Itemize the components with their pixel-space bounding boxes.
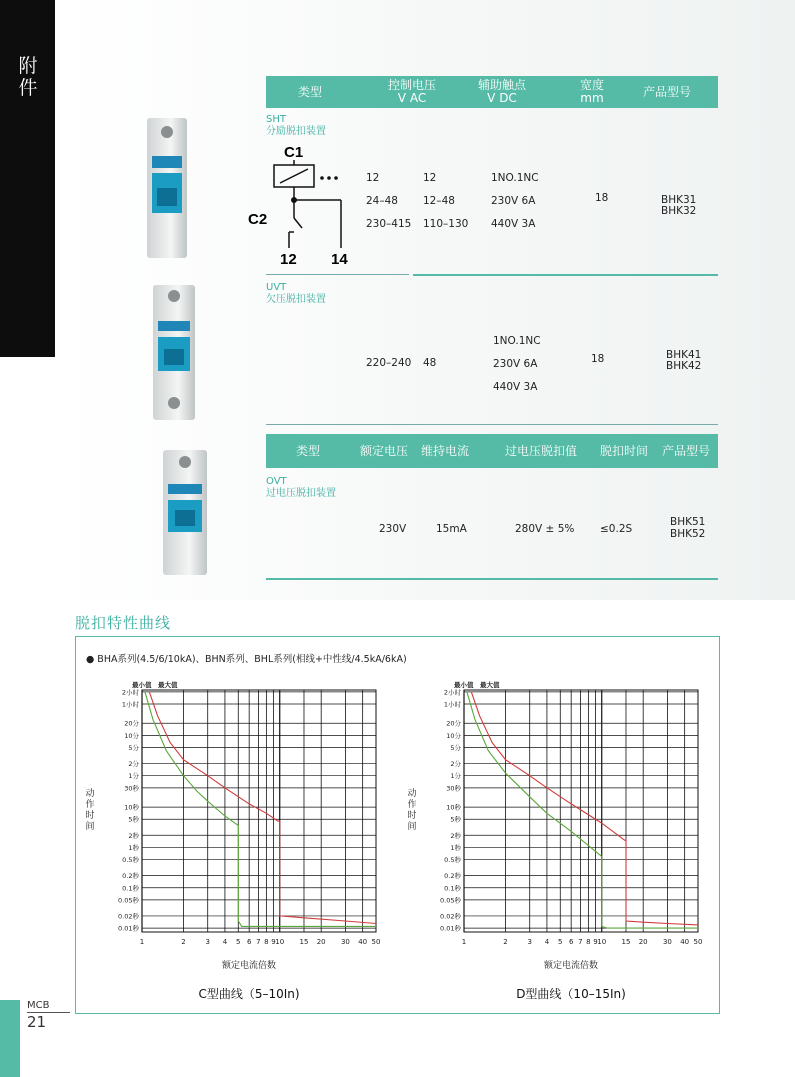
side-tab-char-1: 附: [18, 55, 38, 77]
uvt-code: UVT: [266, 282, 287, 293]
y-tick-label: 2分: [128, 760, 139, 769]
x-tick-label: 3: [205, 938, 210, 946]
y-tick-label: 0.02秒: [118, 912, 139, 921]
sht-name: 分励脱扣装置: [266, 126, 326, 137]
y-tick-label: 10秒: [124, 803, 139, 812]
sht-code: SHT: [266, 114, 286, 125]
header-aux-contact-label: 辅助触点: [477, 78, 526, 92]
x-tick-label: 7: [578, 938, 583, 946]
y-axis-label-char: 间: [407, 822, 417, 832]
y-tick-label: 5分: [450, 744, 461, 753]
x-tick-label: 4: [544, 938, 550, 946]
header2-type: 类型: [295, 443, 320, 458]
chart-title: D型曲线（10–15In): [516, 987, 626, 1001]
plot-area: [464, 690, 698, 932]
y-tick-label: 1小时: [121, 700, 139, 709]
x-tick-label: 10: [597, 938, 607, 946]
y-axis-label-char: 作: [85, 800, 95, 810]
y-axis-label-char: 作: [407, 800, 417, 810]
y-tick-label: 0.05秒: [440, 896, 461, 905]
header-ctrl-voltage-unit: V AC: [397, 91, 427, 105]
header-aux-contact: [458, 76, 546, 108]
y-tick-label: 30秒: [446, 784, 461, 793]
x-tick-label: 40: [680, 938, 690, 946]
diagram-c2-label: C2: [248, 211, 268, 228]
legend-min: 最小值: [132, 681, 152, 689]
y-tick-label: 20分: [446, 719, 461, 728]
sht-ac-3: 230–415: [366, 218, 412, 230]
table1-header: [266, 76, 718, 108]
y-tick-label: 5分: [128, 744, 139, 753]
diagram-terminal-14: 14: [331, 251, 348, 268]
y-tick-label: 10秒: [446, 803, 461, 812]
y-tick-label: 0.01秒: [440, 924, 461, 933]
x-tick-label: 2: [503, 938, 508, 946]
y-tick-label: 2分: [450, 760, 461, 769]
header-width: [564, 76, 620, 108]
header2-trip-time: 脱扣时间: [599, 443, 648, 458]
y-tick-label: 2小时: [443, 688, 461, 697]
y-tick-label: 0.1秒: [122, 884, 139, 893]
x-tick-label: 9: [593, 938, 598, 946]
sht-dc-2: 12–48: [423, 195, 455, 207]
x-tick-label: 2: [181, 938, 186, 946]
sht-contact-3: 440V 3A: [491, 218, 536, 230]
x-tick-label: 15: [299, 938, 309, 946]
d-curve-chart: [402, 678, 712, 1008]
x-tick-label: 10: [275, 938, 285, 946]
sht-model-2: BHK32: [661, 205, 697, 217]
y-tick-label: 1小时: [443, 700, 461, 709]
header-width-label: 宽度: [579, 78, 604, 92]
y-tick-label: 10分: [446, 731, 461, 740]
y-tick-label: 0.5秒: [122, 856, 139, 865]
x-tick-label: 5: [236, 938, 241, 946]
uvt-width: 18: [591, 353, 605, 365]
divider-ovt: [266, 578, 718, 580]
y-tick-label: 0.2秒: [122, 872, 139, 881]
y-tick-label: 1秒: [128, 843, 139, 852]
ovt-model-2: BHK52: [670, 528, 706, 540]
x-tick-label: 1: [461, 938, 467, 946]
sht-wiring-diagram: [246, 140, 361, 270]
side-tab-char-2: 件: [18, 77, 38, 99]
plot-area: [142, 690, 376, 932]
x-tick-label: 8: [586, 938, 591, 946]
sht-ac-2: 24–48: [366, 195, 398, 207]
diagram-c1-label: C1: [284, 144, 304, 161]
uvt-contact-1: 1NO.1NC: [493, 335, 541, 347]
uvt-dc: 48: [423, 357, 437, 369]
ovt-trip-time: ≤0.2S: [600, 523, 633, 535]
sht-contact-2: 230V 6A: [491, 195, 536, 207]
ovt-name: 过电压脱扣装置: [266, 488, 336, 499]
y-tick-label: 20分: [124, 719, 139, 728]
header-ctrl-voltage: [366, 76, 458, 108]
divider-uvt: [266, 424, 718, 425]
header2-hold-current: 维持电流: [420, 443, 469, 458]
section-side-tab: [0, 0, 55, 357]
y-tick-label: 5秒: [128, 815, 139, 824]
y-axis-label-char: 时: [85, 811, 95, 821]
x-tick-label: 4: [222, 938, 228, 946]
header2-model: 产品型号: [661, 443, 710, 458]
y-tick-label: 0.1秒: [444, 884, 461, 893]
y-axis-label-char: 时: [407, 811, 417, 821]
y-tick-label: 0.05秒: [118, 896, 139, 905]
c-curve-chart: [80, 678, 390, 1008]
x-tick-label: 7: [256, 938, 261, 946]
x-axis-label: 额定电流倍数: [543, 961, 599, 971]
x-tick-label: 15: [621, 938, 631, 946]
x-tick-label: 30: [340, 938, 350, 946]
y-tick-label: 2小时: [121, 688, 139, 697]
uvt-model-2: BHK42: [666, 360, 702, 372]
uvt-contact-2: 230V 6A: [493, 358, 538, 370]
y-axis-label-char: 间: [85, 822, 95, 832]
y-tick-label: 2秒: [128, 831, 139, 840]
sht-dc-1: 12: [423, 172, 437, 184]
y-tick-label: 1秒: [450, 843, 461, 852]
x-tick-label: 9: [271, 938, 276, 946]
y-tick-label: 0.2秒: [444, 872, 461, 881]
divider-sht-b: [413, 274, 718, 276]
y-tick-label: 1分: [450, 772, 461, 781]
y-tick-label: 0.01秒: [118, 924, 139, 933]
legend-min: 最小值: [454, 681, 474, 689]
y-tick-label: 0.02秒: [440, 912, 461, 921]
product-image-uvt: [145, 285, 215, 425]
sht-contact-1: 1NO.1NC: [491, 172, 539, 184]
x-tick-label: 3: [527, 938, 532, 946]
sht-ac-1: 12: [366, 172, 380, 184]
y-tick-label: 10分: [124, 731, 139, 740]
y-tick-label: 30秒: [124, 784, 139, 793]
y-axis-label-char: 动: [85, 789, 95, 799]
header-ctrl-voltage-label: 控制电压: [387, 78, 436, 92]
header-width-unit: mm: [580, 91, 604, 105]
header-model: 产品型号: [642, 84, 691, 99]
x-tick-label: 40: [358, 938, 368, 946]
ovt-hold-current: 15mA: [436, 523, 467, 535]
uvt-contact-3: 440V 3A: [493, 381, 538, 393]
header2-rated-voltage: 额定电压: [359, 443, 408, 458]
y-tick-label: 2秒: [450, 831, 461, 840]
header-aux-contact-unit: V DC: [487, 91, 517, 105]
y-axis-label-char: 动: [407, 789, 417, 799]
y-tick-label: 5秒: [450, 815, 461, 824]
bottom-color-tab: [0, 1000, 20, 1077]
sht-model-1: BHK31: [661, 194, 697, 206]
page-number: 21: [27, 1013, 47, 1031]
ovt-ov-trip: 280V ± 5%: [515, 523, 575, 535]
sht-dc-3: 110–130: [423, 218, 469, 230]
header2-ov-trip: 过电压脱扣值: [504, 443, 577, 458]
x-tick-label: 5: [558, 938, 563, 946]
x-tick-label: 20: [638, 938, 648, 946]
x-tick-label: 6: [246, 938, 252, 946]
x-axis-label: 额定电流倍数: [221, 961, 277, 971]
product-image-ovt: [155, 450, 225, 575]
x-tick-label: 6: [568, 938, 574, 946]
footer-series: MCB: [27, 1000, 50, 1011]
legend-max: 最大值: [158, 681, 178, 689]
table2-header: [266, 434, 718, 468]
sht-width: 18: [595, 192, 609, 204]
curves-series-note: ● BHA系列(4.5/6/10kA)、BHN系列、BHL系列(相线+中性线/4.5kA/6kA): [86, 654, 407, 665]
y-tick-label: 1分: [128, 772, 139, 781]
divider-sht-a: [266, 274, 409, 275]
x-tick-label: 20: [316, 938, 326, 946]
ovt-rated-voltage: 230V: [379, 523, 407, 535]
x-tick-label: 30: [662, 938, 672, 946]
uvt-model-1: BHK41: [666, 349, 702, 361]
uvt-ac: 220–240: [366, 357, 412, 369]
x-tick-label: 1: [139, 938, 145, 946]
y-tick-label: 0.5秒: [444, 856, 461, 865]
x-tick-label: 50: [693, 938, 703, 946]
ovt-code: OVT: [266, 476, 287, 487]
header-type: 类型: [297, 84, 322, 99]
diagram-terminal-12: 12: [280, 251, 297, 268]
product-image-sht: [137, 118, 207, 258]
chart-title: C型曲线（5–10In): [198, 987, 300, 1001]
legend-max: 最大值: [480, 681, 500, 689]
uvt-name: 欠压脱扣装置: [266, 294, 326, 305]
x-tick-label: 8: [264, 938, 269, 946]
curves-section-title: 脱扣特性曲线: [75, 614, 172, 632]
x-tick-label: 50: [371, 938, 381, 946]
ovt-model-1: BHK51: [670, 516, 706, 528]
